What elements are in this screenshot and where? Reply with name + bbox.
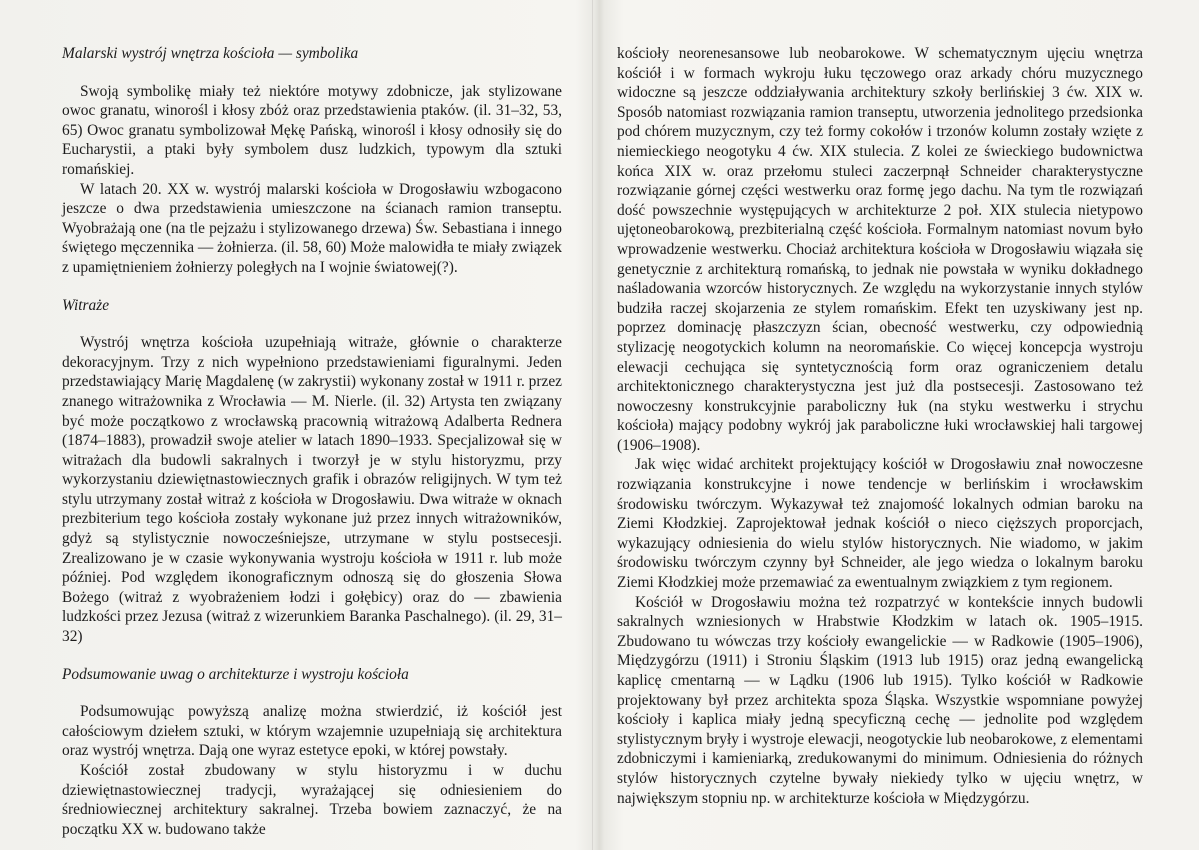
paragraph: Kościół w Drogosławiu można też rozpatrzyć w kontekście innych budowli sakralnych wzniesionych w Hrabstwie Kłodzkim w latach ok. 1905–1915. Zbudowano tu wówczas trzy kościoły ewangelickie — w Radkowie (1905–1906), Międzygórzu (1911) i Stroniu Śląskim (1913 lub 1915) oraz jedną ewangelicką kaplicę cmentarną — w Lądku (1906 lub 1915). Tylko kościół w Radkowie projektowany był przez architekta spoza Śląska. Wszystkie wspomniane powyżej kościoły i kaplica miały jedną specyficzną cechę — jednolite pod względem stylistycznym bryły i wystroje elewacji, neogotyckie lub neobarokowe, z elementami zdobniczymi i kamieniarką, zredukowanymi do minimum. Odniesienia do różnych stylów historycznych czytelne bywały niekiedy tylko w ujęciu wnętrz, w największym stopniu np. w architekturze kościoła w Międzygórzu. xyxy=(617,593,1143,807)
left-page xyxy=(62,44,562,839)
paragraph: Jak więc widać architekt projektujący kościół w Drogosławiu znał nowoczesne rozwiązania konstrukcyjne i nowe tendencje w berlińskim i wrocławskim środowisku twórczym. Wykazywał też znajomość lokalnych odmian baroku na Ziemi Kłodzkiej. Zaprojektował jednak kościół o nieco cięższych proporcjach, wykazujący odniesienia do wielu stylów historycznych. Nie wiadomo, w jakim środowisku twórczym czynny był Schneider, ale jego wiedza o lokalnym baroku Ziemi Kłodzkiej może przemawiać za ewentualnym związkiem z tym regionem. xyxy=(617,456,1143,592)
section-heading-symbolika: Malarski wystrój wnętrza kościoła — symbolika xyxy=(62,45,359,62)
paragraph: Kościół został zbudowany w stylu historyzmu i w duchu dziewiętnastowiecznej tradycji, wyrażającej się odniesieniem do średniowiecznej architektury sakralnej. Trzeba bowiem zaznaczyć, że na początku XX w. budowano także xyxy=(62,762,562,838)
section-heading-witraze: Witraże xyxy=(62,296,110,314)
section-heading-podsumowanie: Podsumowanie uwag o architekturze i wystroju kościoła xyxy=(62,665,409,683)
paragraph: kościoły neorenesansowe lub neobarokowe. W schematycznym ujęciu wnętrza kościół i w formach wykroju łuku tęczowego oraz arkady chóru muzycznego widoczne są jeszcze oddziaływania architektury szkoły berlińskiej 3 ćw. XIX w. Sposób natomiast rozwiązania ramion transeptu, utworzenia jednolitego przedsionka pod chórem muzycznym, czy też formy cokołów i trzonów kolumn zostały wzięte z niemieckiego neogotyku 4 ćw. XIX stulecia. Z kolei ze świeckiego budownictwa końca XIX w. oraz przełomu stuleci zaczerpnął Schneider charakterystyczne rozwiązanie górnej części westwerku oraz formę jego dachu. Na tym tle rozwiązań dość powszechnie występujących w architekturze 2 poł. XIX stulecia nietypowo ujętoneobarokową, prezbiterialną część kościoła. Formalnym natomiast novum było wprowadzenie westwerku. Chociaż architektura kościoła w Drogosławiu wiązała się genetycznie z architekturą romańską, to jednak nie powstała w wyniku dokładnego naśladowania wzorców historycznych. Ze względu na wykorzystanie innych stylów budziła raczej skojarzenia ze stylem romańskim. Efekt ten uzyskiwany jest np. poprzez dominację płaszczyzn ścian, obecność westwerku, czy odpowiednią stylizację neogotyckich kolumn na neoromańskie. Co więcej koncepcja wystroju elewacji cechująca się syntetycznością form oraz ograniczeniem detalu architektonicznego charakterystyczna jest już dla postsecesji. Zastosowano też nowoczesny konstrukcyjnie paraboliczny łuk (na styku westwerku i strychu kościoła) mający podobny wykrój jak paraboliczne łuki wrocławskiej hali targowej (1906–1908). xyxy=(617,45,1143,454)
book-fold xyxy=(592,0,593,850)
paragraph: Swoją symbolikę miały też niektóre motywy zdobnicze, jak stylizowane owoc granatu, winorośl i kłosy zbóż oraz przedstawienia ptaków. (il. 31–32, 53, 65) Owoc granatu symbolizował Mękę Pańską, winorośl i kłosy odnosiły się do Eucharystii, a ptaki były symbolem dusz ludzkich, typowym dla sztuki romańskiej. xyxy=(62,82,562,178)
paragraph: W latach 20. XX w. wystrój malarski kościoła w Drogosławiu wzbogacono jeszcze o dwa przedstawienia umieszczone na ścianach ramion transeptu. Wyobrażają one (na tle pejzażu i stylizowanego drzewa) Św. Sebastiana i innego świętego męczennika — żołnierza. (il. 58, 60) Może malowidła te miały związek z upamiętnieniem żołnierzy poległych na I wojnie światowej(?). xyxy=(62,180,563,276)
paragraph: Podsumowując powyższą analizę można stwierdzić, iż kościół jest całościowym dziełem sztuki, w którym wzajemnie uzupełniają się architektura oraz wystrój wnętrza. Dają one wyraz estetyce epoki, w której powstały. xyxy=(62,703,562,760)
right-page xyxy=(617,44,1143,808)
paragraph: Wystrój wnętrza kościoła uzupełniają witraże, głównie o charakterze dekoracyjnym. Trzy z nich wypełniono przedstawieniami figuralnymi. Jeden przedstawiający Marię Magdalenę (w zakrystii) wykonany został w 1911 r. przez znanego witrażownika z Wrocławia — M. Nierle. (il. 32) Artysta ten związany być może początkowo z wrocławską pracownią witrażową Adalberta Rednera (1874–1883), prowadził swoje atelier w latach 1890–1933. Specjalizował się w witrażach dla budowli sakralnych i tworzył je w stylu historyzmu, przy wykorzystaniu dziewiętnastowiecznych grafik i obrazów religijnych. W tym też stylu utrzymany został witraż z kościoła w Drogosławiu. Dwa witraże w oknach prezbiterium tego kościoła zostały wykonane już przez innych witrażowników, gdyż są stylistycznie nowocześniejsze, utrzymane w stylu postsecesji. Zrealizowano je w czasie wykonywania wystroju kościoła w 1911 r. lub może później. Pod względem ikonograficznym odnoszą się do głoszenia Słowa Bożego (witraż z wyobrażeniem łodzi i gołębicy) oraz do — zbawienia ludzkości przez Jezusa (witraż z wizerunkiem Baranka Paschalnego). (il. 29, 31– 32) xyxy=(62,334,562,646)
